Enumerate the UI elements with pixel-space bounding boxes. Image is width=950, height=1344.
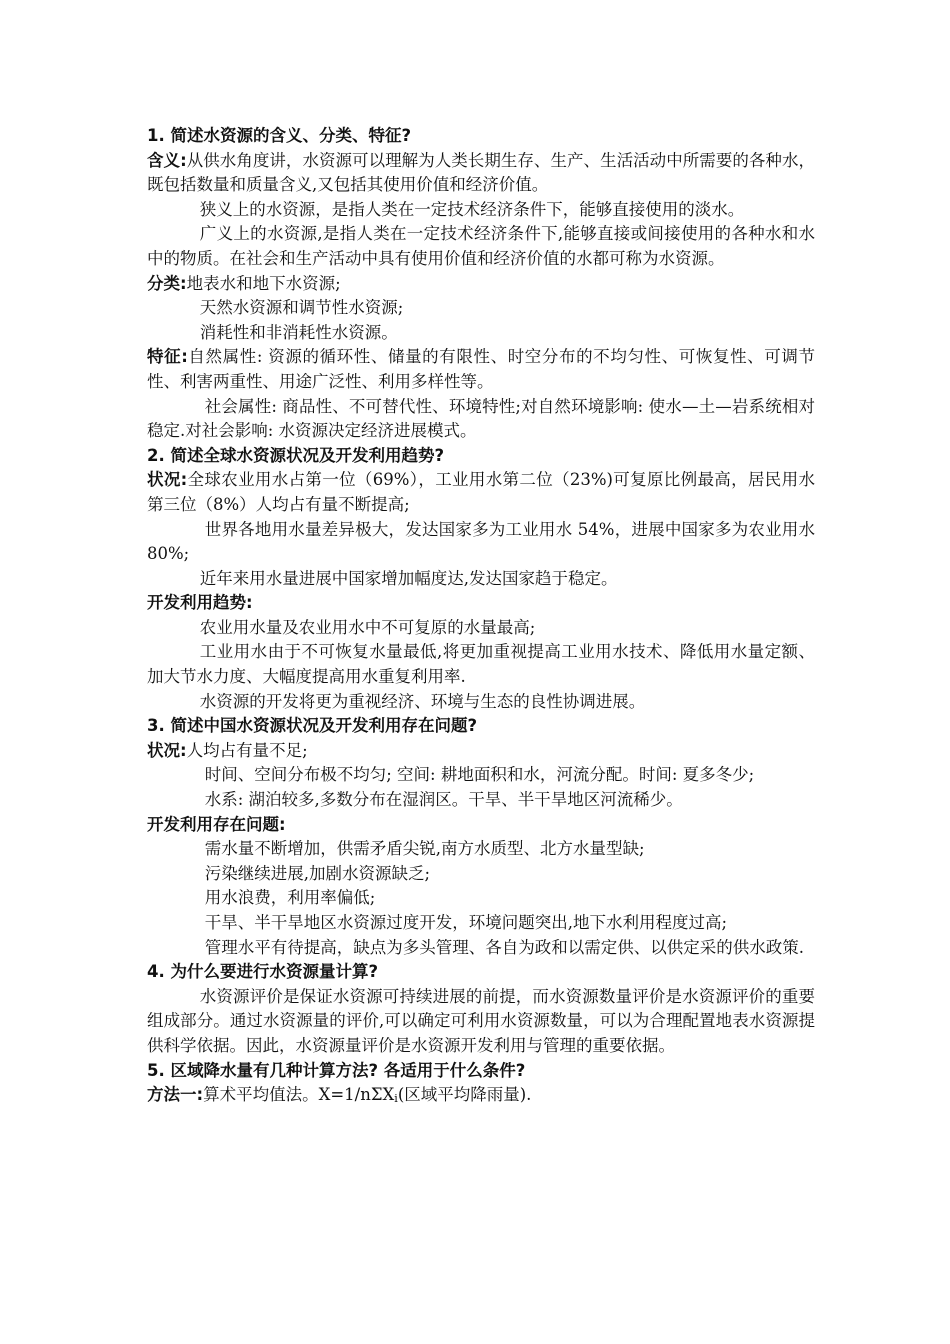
q1-class-item: 消耗性和非消耗性水资源。 [199, 322, 398, 342]
q1-classification: 分类:地表水和地下水资源; [147, 273, 341, 293]
definition-label: 含义: [147, 150, 187, 170]
classification-label: 分类: [147, 273, 187, 293]
q4-answer: 水资源评价是保证水资源可持续进展的前提，而水资源数量评价是水资源评价的重要组成部分。通过水资源量的评价,可以确定可利用水资源数量，可以为合理配置地表水资源提供科学依据。因此，水资源量评价是水资源开发利用与管理的重要依据。 [147, 986, 815, 1055]
q1-social-attributes: 社会属性: 商品性、不可替代性、环境特性;对自然环境影响: 使水—土—岩系统相对稳定.对社会影响: 水资源决定经济进展模式。 [147, 396, 815, 441]
status-label: 状况: [147, 470, 188, 490]
q3-problem-item: 污染继续进展,加剧水资源缺乏; [204, 863, 431, 883]
q3-problems-label: 开发利用存在问题: [147, 814, 286, 834]
status-label: 状况: [147, 740, 187, 760]
q3-heading: 3. 简述中国水资源状况及开发利用存在问题? [147, 716, 478, 736]
q1-features: 特征:自然属性: 资源的循环性、储量的有限性、时空分布的不均匀性、可恢复性、可调节性、利害两重性、用途广泛性、利用多样性等。 [147, 347, 815, 391]
q3-problem-item: 管理水平有待提高，缺点为多头管理、各自为政和以需定供、以供定采的供水政策. [204, 937, 804, 957]
q5-method-one: 方法一:算术平均值法。X=1/nΣXi(区域平均降雨量). [147, 1085, 532, 1106]
q3-problem-item: 干旱、半干旱地区水资源过度开发，环境问题突出,地下水利用程度过高; [204, 913, 728, 932]
method-one-label: 方法一: [147, 1085, 204, 1105]
q2-trend-item: 工业用水由于不可恢复水量最低,将更加重视提高工业用水技术、降低用水量定额、加大节水力度、大幅度提高用水重复利用率. [147, 642, 815, 687]
q2-status: 状况:全球农业用水占第一位（69%），工业用水第二位（23%)可复原比例最高，居民用水第三位（8%）人均占有量不断提高; [147, 470, 815, 514]
q2-status-para: 世界各地用水量差异极大，发达国家多为工业用水 54%，进展中国家多为农业用水 80%; [147, 519, 815, 564]
features-label: 特征: [147, 347, 188, 367]
q3-status: 状况:人均占有量不足; [147, 740, 308, 760]
q2-heading: 2. 简述全球水资源状况及开发利用趋势? [147, 445, 445, 465]
q1-definition: 含义:从供水角度讲，水资源可以理解为人类长期生存、生产、生活活动中所需要的各种水，既包括数量和质量含义,又包括其使用价值和经济价值。 [147, 150, 815, 195]
q1-broad-definition: 广义上的水资源,是指人类在一定技术经济条件下,能够直接或间接使用的各种水和水中的物质。在社会和生产活动中具有使用价值和经济价值的水都可称为水资源。 [147, 224, 815, 268]
q3-status-para: 水系: 湖泊较多,多数分布在湿润区。干旱、半干旱地区河流稀少。 [204, 790, 683, 810]
document-page [147, 124, 815, 1112]
q5-heading: 5. 区域降水量有几种计算方法? 各适用于什么条件? [147, 1060, 526, 1080]
q2-trend-item: 农业用水量及农业用水中不可复原的水量最高; [199, 617, 536, 637]
q3-status-para: 时间、空间分布极不均匀; 空间: 耕地面积和水，河流分配。时间: 夏多冬少; [204, 765, 755, 785]
q3-problem-item: 需水量不断增加，供需矛盾尖锐,南方水质型、北方水量型缺; [204, 839, 645, 859]
q4-heading: 4. 为什么要进行水资源量计算? [147, 962, 379, 982]
q2-status-para: 近年来用水量进展中国家增加幅度达,发达国家趋于稳定。 [199, 568, 618, 588]
q3-problem-item: 用水浪费，利用率偏低; [204, 888, 376, 908]
q1-class-item: 天然水资源和调节性水资源; [199, 298, 404, 318]
q2-trend-item: 水资源的开发将更为重视经济、环境与生态的良性协调进展。 [199, 691, 646, 711]
q1-narrow-definition: 狭义上的水资源，是指人类在一定技术经济条件下，能够直接使用的淡水。 [199, 199, 745, 219]
subscript-i: i [394, 1092, 398, 1106]
q1-heading: 1. 简述水资源的含义、分类、特征? [147, 126, 412, 145]
q2-trend-label: 开发利用趋势: [147, 593, 253, 613]
